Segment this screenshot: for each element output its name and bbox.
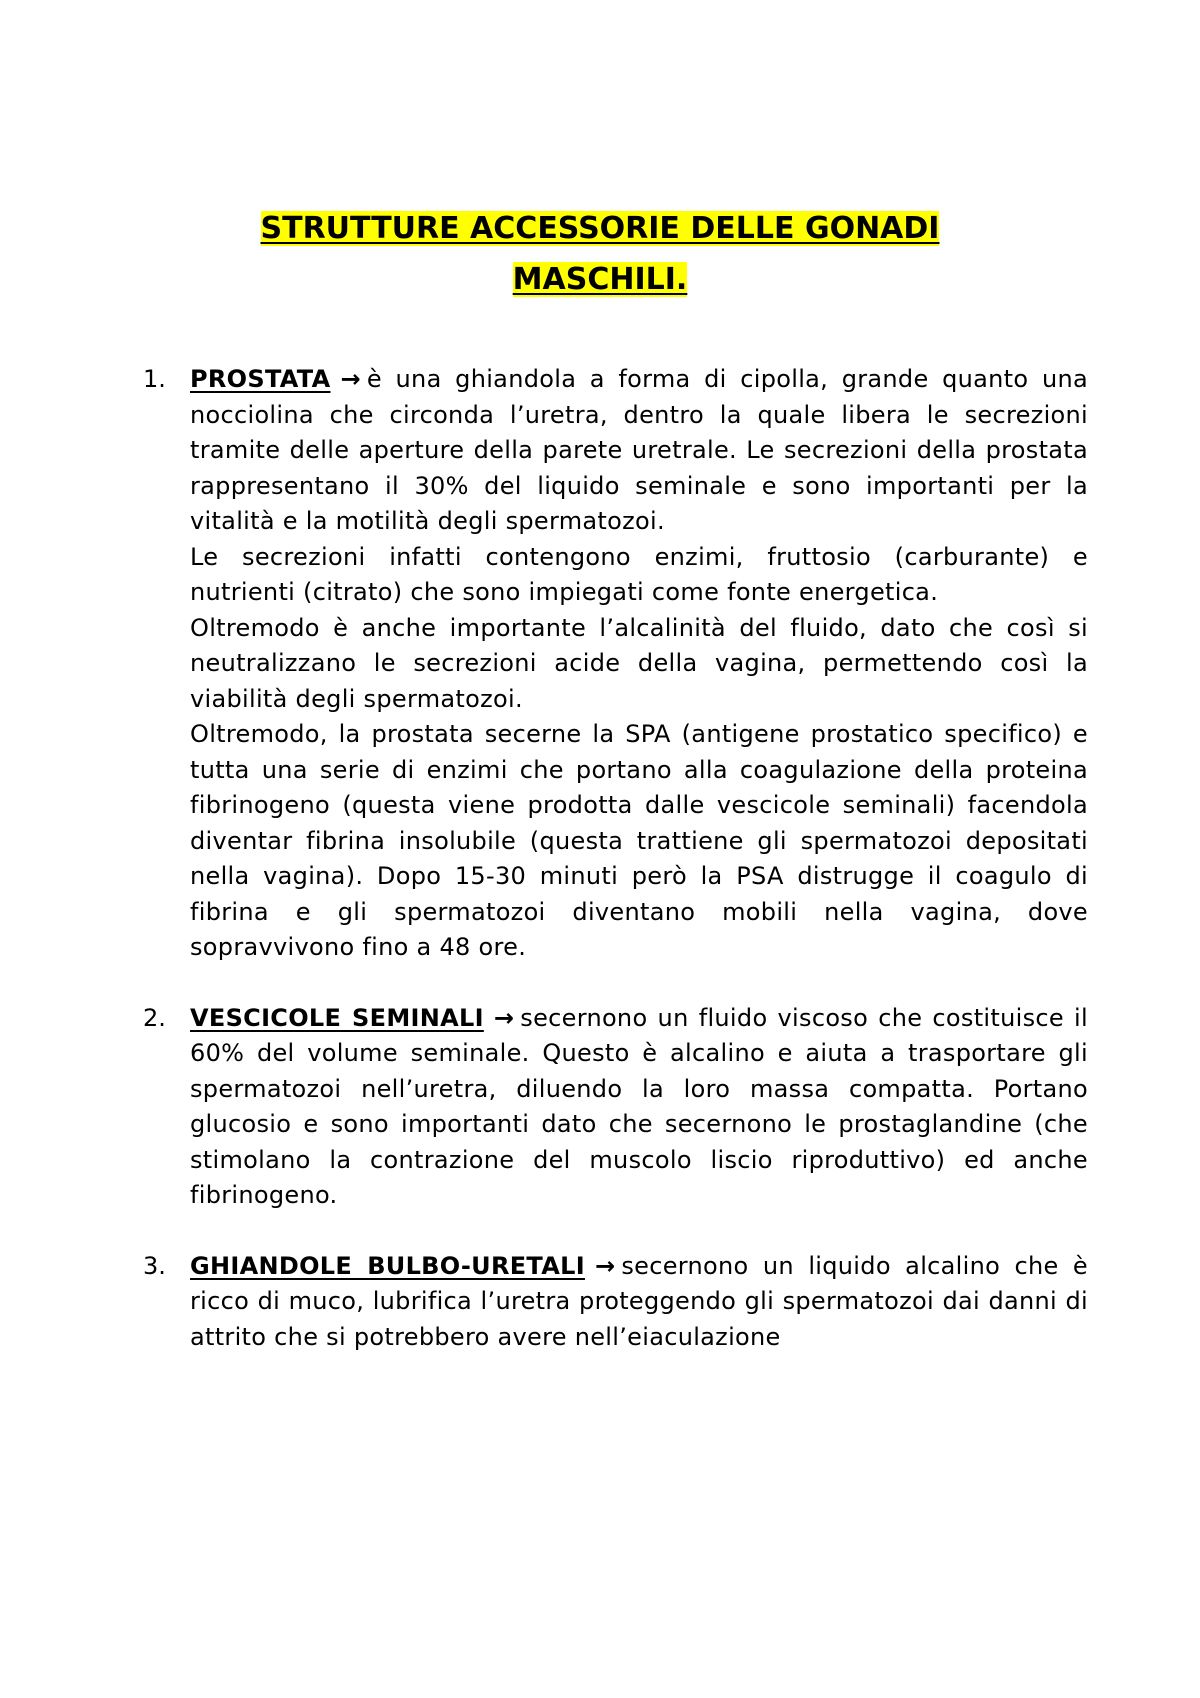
item-term: VESCICOLE SEMINALI xyxy=(190,1003,484,1032)
item-text: è una ghiandola a forma di cipolla, grande quanto una nocciolina che circonda l’uretra, dentro la quale libera le secrezioni tramite delle aperture della parete uretrale. Le secrezioni della prostata rappresentano il 30% del liquido seminale e sono importanti per la vitalità e la motilità degli spermatozoi. xyxy=(190,365,1088,535)
item-term: GHIANDOLE BULBO-URETALI xyxy=(190,1251,585,1280)
item-text: secernono un fluido viscoso che costituisce il 60% del volume seminale. Questo è alcalino e aiuta a trasportare gli spermatozoi nell’uretra, diluendo la loro massa compatta. Portano glucosio e sono importanti dato che secernono le prostaglandine (che stimolano la contrazione del muscolo liscio riproduttivo) ed anche fibrinogeno. xyxy=(190,1003,1088,1209)
arrow-right-icon: → xyxy=(594,1251,616,1280)
arrow-right-icon: → xyxy=(340,365,361,393)
title-line-2: MASCHILI. xyxy=(512,262,688,297)
list-number: 2. xyxy=(143,1003,166,1032)
list-item-ghiandole-bulbo-uretali xyxy=(143,1249,1088,1356)
structures-list xyxy=(143,362,1088,1390)
list-item-prostata xyxy=(143,362,1088,966)
arrow-right-icon: → xyxy=(493,1003,515,1032)
item-paragraph xyxy=(190,1249,1088,1356)
item-paragraph: Le secrezioni infatti contengono enzimi, fruttosio (carburante) e nutrienti (citrato) che sono impiegati come fonte energetica. xyxy=(190,542,1088,606)
title-line-1: STRUTTURE ACCESSORIE DELLE GONADI xyxy=(260,211,940,246)
list-number: 1. xyxy=(143,365,166,393)
item-paragraph: Oltremodo, la prostata secerne la SPA (antigene prostatico specifico) e tutta una serie di enzimi che portano alla coagulazione della proteina fibrinogeno (questa viene prodotta dalle vescicole seminali) facendola diventar fibrina insolubile (questa trattiene gli spermatozoi depositati nella vagina). Dopo 15-30 minuti però la PSA distrugge il coagulo di fibrina e gli spermatozoi diventano mobili nella vagina, dove sopravvivono fino a 48 ore. xyxy=(190,720,1088,961)
list-item-vescicole-seminali xyxy=(143,1001,1088,1214)
item-paragraph xyxy=(190,362,1088,540)
item-term: PROSTATA xyxy=(190,365,331,393)
document-title xyxy=(120,203,1080,305)
item-paragraph: Oltremodo è anche importante l’alcalinità del fluido, dato che così si neutralizzano le secrezioni acide della vagina, permettendo così la viabilità degli spermatozoi. xyxy=(190,613,1088,713)
item-text: secernono un liquido alcalino che è ricco di muco, lubrifica l’uretra proteggendo gli spermatozoi dai danni di attrito che si potrebbero avere nell’eiaculazione xyxy=(190,1251,1088,1351)
list-number: 3. xyxy=(143,1251,166,1280)
item-paragraph xyxy=(190,1001,1088,1214)
